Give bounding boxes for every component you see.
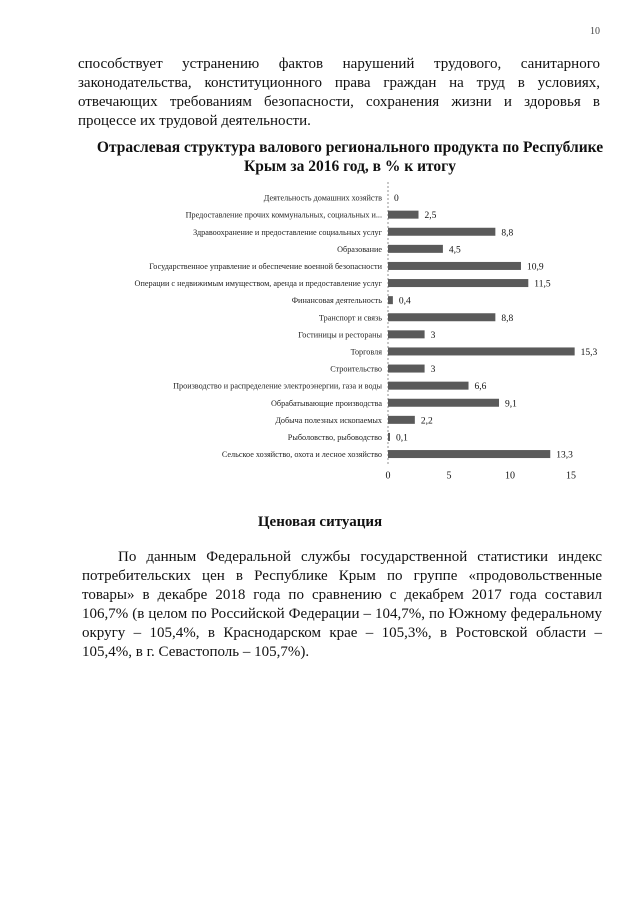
category-label: Торговля [350, 347, 382, 357]
data-label: 2,2 [420, 416, 433, 427]
bar [388, 211, 419, 219]
category-label: Строительство [330, 364, 382, 374]
bar [388, 399, 499, 407]
category-label: Операции с недвижимым имуществом, аренда и предоставление услуг [134, 279, 382, 289]
bar [388, 262, 521, 270]
x-tick-label: 15 [566, 470, 576, 480]
data-label: 0,4 [398, 296, 411, 307]
bar [388, 433, 390, 441]
data-label: 13,3 [556, 450, 573, 461]
category-label: Образование [337, 244, 382, 254]
category-label: Здравоохранение и предоставление социальных услуг [193, 227, 382, 237]
category-label: Гостиницы и рестораны [298, 330, 382, 340]
data-label: 10,9 [526, 262, 544, 273]
bar [388, 365, 425, 373]
data-label: 0 [394, 194, 399, 205]
category-label: Обрабатывающие производства [271, 398, 382, 408]
category-label: Рыболовство, рыбоводство [287, 432, 382, 442]
page-number: 10 [590, 26, 600, 37]
price-paragraph [82, 548, 602, 662]
category-label: Финансовая деятельность [291, 296, 382, 306]
bar-chart [0, 180, 640, 480]
category-label: Государственное управление и обеспечение военной безопасности [149, 261, 382, 271]
category-label: Транспорт и связь [318, 313, 382, 323]
x-tick-label: 10 [505, 470, 515, 480]
data-label: 3 [430, 330, 436, 341]
bar [388, 228, 495, 236]
category-label: Деятельность домашних хозяйств [263, 193, 382, 203]
data-label: 11,5 [534, 279, 551, 290]
bar [388, 416, 415, 424]
data-label: 0,1 [396, 433, 408, 444]
category-label: Сельское хозяйство, охота и лесное хозяйство [221, 450, 382, 460]
data-label: 15,3 [580, 347, 598, 358]
intro-paragraph: способствует устранению фактов нарушений трудового, санитарного законодательства, конституционного права граждан на труд в условиях, отвечающих требованиям безопасности, сохранения жизни и здоровья в процессе их трудовой деятельности. [78, 56, 600, 129]
data-label: 4,5 [448, 245, 461, 256]
data-label: 9,1 [505, 399, 517, 410]
bar [388, 330, 425, 338]
bar [388, 382, 469, 390]
data-label: 6,6 [474, 382, 487, 393]
data-label: 8,8 [501, 228, 514, 239]
price-paragraph-text: По данным Федеральной службы государственной статистики индекс потребительских цен в Республике Крым по группе «продовольственные товары» в декабре 2018 года по сравнению с декабрем 2017 года составил 106,7% (в целом по Российской Федерации – 104,7%, по Южному федеральному округу – 105,4%, в Краснодарском крае – 105,3%, в Ростовской области – 105,4%, в г. Севастополь – 105,7%). [82, 549, 602, 660]
category-label: Предоставление прочих коммунальных, социальных и... [185, 210, 382, 220]
bar [388, 313, 495, 321]
data-label: 8,8 [501, 313, 514, 324]
bar [388, 245, 443, 253]
category-label: Добыча полезных ископаемых [275, 415, 382, 425]
bar [388, 296, 393, 304]
bar [388, 347, 575, 355]
x-tick-label: 5 [446, 470, 452, 480]
x-tick-label: 0 [385, 470, 391, 480]
data-label: 2,5 [424, 211, 437, 222]
chart-title: Отраслевая структура валового регионального продукта по Республике Крым за 2016 год, в % к итогу [96, 139, 604, 175]
category-label: Производство и распределение электроэнергии, газа и воды [173, 381, 382, 391]
data-label: 3 [430, 365, 436, 376]
bar [388, 279, 528, 287]
bar [388, 450, 550, 458]
section-title: Ценовая ситуация [257, 514, 383, 530]
